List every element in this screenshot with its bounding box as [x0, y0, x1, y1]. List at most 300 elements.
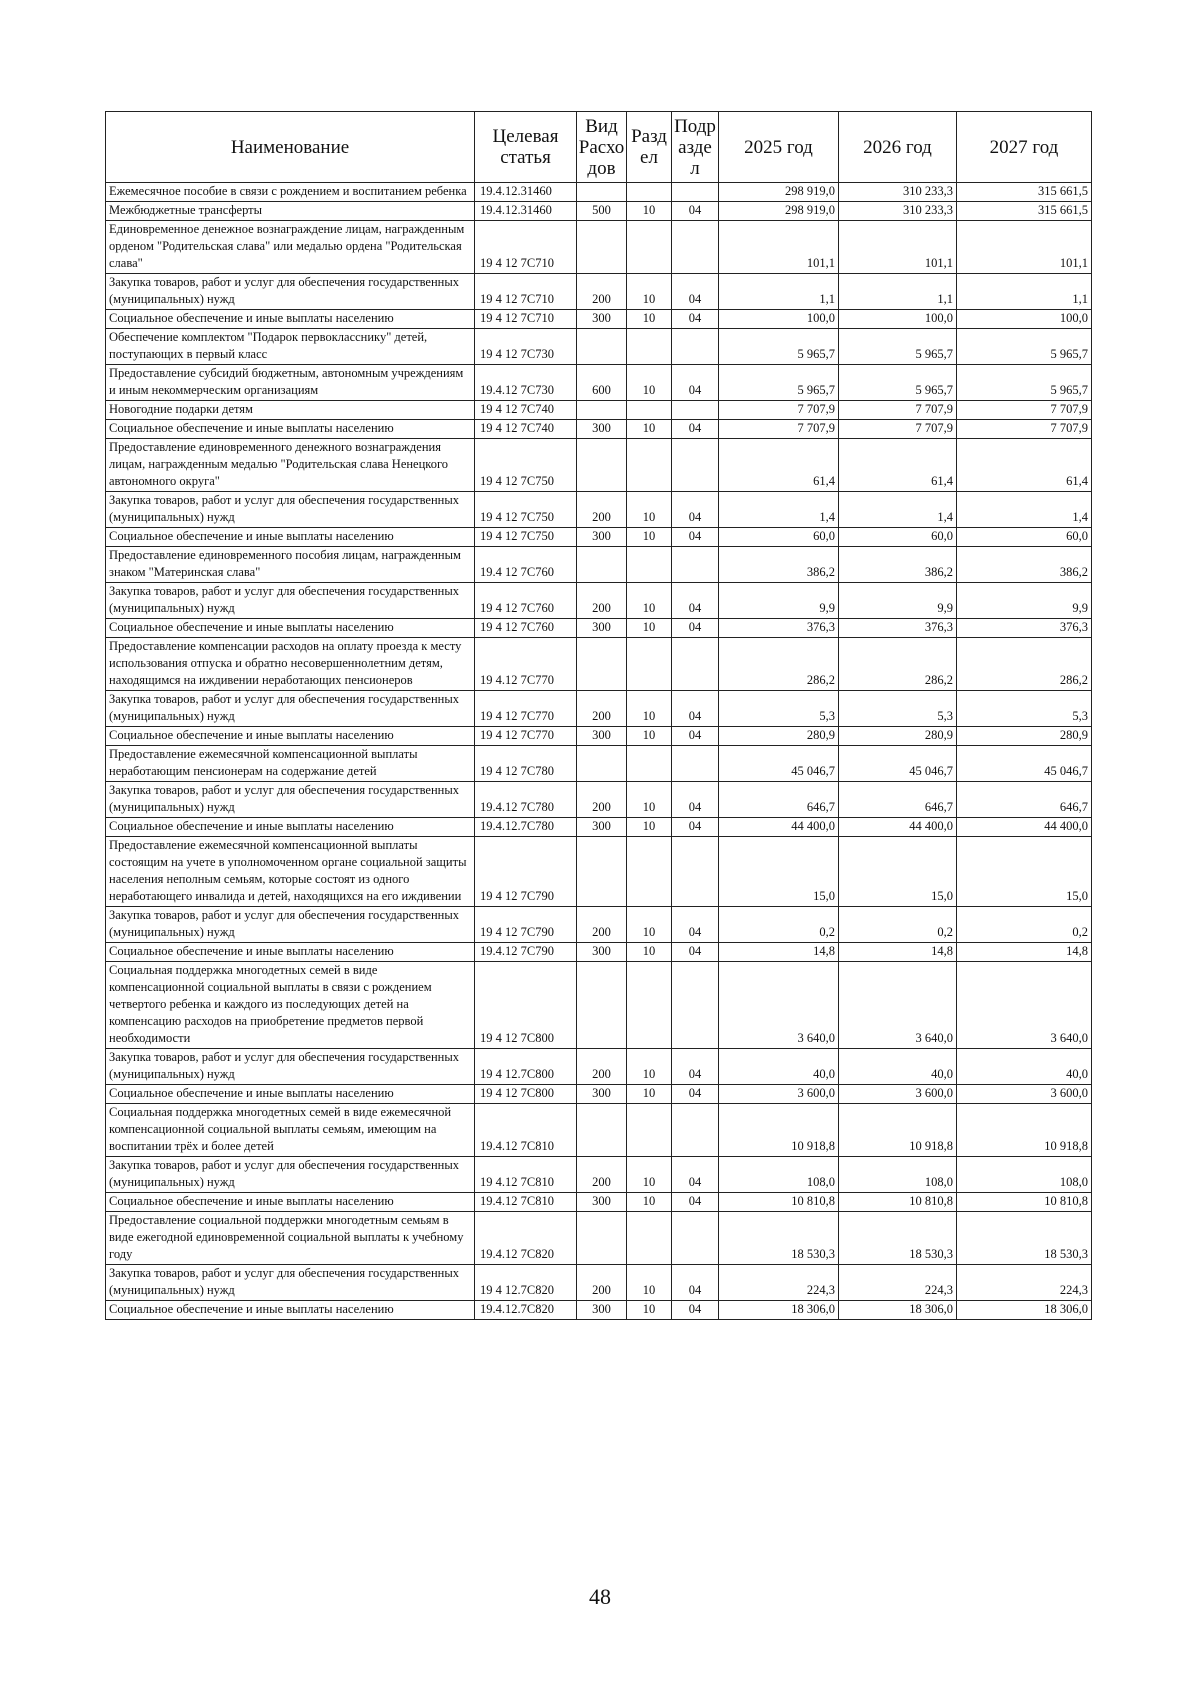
- cell-year-2027: 108,0: [957, 1157, 1092, 1193]
- cell-year-2027: 7 707,9: [957, 420, 1092, 439]
- table-row: [106, 943, 1092, 962]
- cell-expense-kind: [577, 1104, 627, 1157]
- cell-expense-kind: 300: [577, 420, 627, 439]
- cell-section: [627, 329, 672, 365]
- cell-subsection: 04: [672, 619, 719, 638]
- cell-year-2026: 45 046,7: [839, 746, 957, 782]
- cell-year-2026: 15,0: [839, 837, 957, 907]
- cell-year-2027: 7 707,9: [957, 401, 1092, 420]
- cell-year-2027: 10 918,8: [957, 1104, 1092, 1157]
- cell-subsection: 04: [672, 1049, 719, 1085]
- cell-name: Социальная поддержка многодетных семей в виде компенсационной социальной выплаты в связи с рождением четвертого ребенка и каждого из последующих детей на компенсацию расходов на приобретение предметов первой необходимости: [106, 962, 475, 1049]
- cell-expense-kind: 300: [577, 943, 627, 962]
- header-name: Наименование: [106, 112, 475, 183]
- header-target-article: Целевая статья: [475, 112, 577, 183]
- header-year-2026: 2026 год: [839, 112, 957, 183]
- cell-subsection: 04: [672, 727, 719, 746]
- cell-name: Социальное обеспечение и иные выплаты населению: [106, 528, 475, 547]
- cell-year-2026: 646,7: [839, 782, 957, 818]
- cell-section: 10: [627, 1193, 672, 1212]
- table-row: [106, 1157, 1092, 1193]
- cell-subsection: 04: [672, 310, 719, 329]
- cell-subsection: [672, 439, 719, 492]
- cell-year-2027: 15,0: [957, 837, 1092, 907]
- cell-subsection: [672, 1212, 719, 1265]
- cell-subsection: 04: [672, 818, 719, 837]
- table-header-row: [106, 112, 1092, 183]
- cell-subsection: 04: [672, 1193, 719, 1212]
- page-number: 48: [589, 1584, 611, 1609]
- cell-subsection: [672, 183, 719, 202]
- cell-section: [627, 221, 672, 274]
- cell-year-2025: 18 306,0: [719, 1301, 839, 1320]
- table-row: [106, 365, 1092, 401]
- cell-subsection: 04: [672, 943, 719, 962]
- cell-section: 10: [627, 202, 672, 221]
- cell-year-2027: 100,0: [957, 310, 1092, 329]
- cell-year-2026: 310 233,3: [839, 183, 957, 202]
- cell-subsection: 04: [672, 907, 719, 943]
- cell-year-2027: 3 600,0: [957, 1085, 1092, 1104]
- cell-year-2027: 1,1: [957, 274, 1092, 310]
- header-year-2025: 2025 год: [719, 112, 839, 183]
- cell-subsection: 04: [672, 583, 719, 619]
- cell-expense-kind: [577, 638, 627, 691]
- cell-subsection: 04: [672, 365, 719, 401]
- cell-year-2025: 646,7: [719, 782, 839, 818]
- cell-year-2026: 100,0: [839, 310, 957, 329]
- cell-name: Обеспечение комплектом "Подарок первокласснику" детей, поступающих в первый класс: [106, 329, 475, 365]
- cell-section: 10: [627, 1265, 672, 1301]
- cell-subsection: 04: [672, 492, 719, 528]
- cell-subsection: 04: [672, 202, 719, 221]
- cell-year-2026: 1,1: [839, 274, 957, 310]
- cell-target-article: 19.4.12.7С820: [475, 1301, 577, 1320]
- cell-year-2026: 7 707,9: [839, 401, 957, 420]
- cell-year-2026: 18 530,3: [839, 1212, 957, 1265]
- cell-year-2026: 101,1: [839, 221, 957, 274]
- table-row: [106, 329, 1092, 365]
- cell-target-article: 19 4.12 7С770: [475, 638, 577, 691]
- table-row: [106, 221, 1092, 274]
- cell-name: Ежемесячное пособие в связи с рождением и воспитанием ребенка: [106, 183, 475, 202]
- cell-name: Социальное обеспечение и иные выплаты населению: [106, 619, 475, 638]
- cell-year-2027: 5,3: [957, 691, 1092, 727]
- cell-name: Предоставление компенсации расходов на оплату проезда к месту использования отпуска и обратно несовершеннолетним детям, находящимся на иждивении неработающих пенсионеров: [106, 638, 475, 691]
- cell-year-2026: 280,9: [839, 727, 957, 746]
- table-row: [106, 1265, 1092, 1301]
- cell-target-article: 19 4 12 7С710: [475, 274, 577, 310]
- cell-expense-kind: 200: [577, 274, 627, 310]
- cell-year-2025: 10 918,8: [719, 1104, 839, 1157]
- cell-target-article: 19 4 12 7С790: [475, 907, 577, 943]
- cell-section: 10: [627, 782, 672, 818]
- cell-year-2027: 45 046,7: [957, 746, 1092, 782]
- cell-section: 10: [627, 274, 672, 310]
- cell-year-2027: 280,9: [957, 727, 1092, 746]
- cell-section: 10: [627, 727, 672, 746]
- cell-year-2025: 3 640,0: [719, 962, 839, 1049]
- table-row: [106, 638, 1092, 691]
- cell-year-2025: 376,3: [719, 619, 839, 638]
- cell-subsection: 04: [672, 1265, 719, 1301]
- cell-target-article: 19.4 12 7С760: [475, 547, 577, 583]
- cell-section: 10: [627, 907, 672, 943]
- cell-target-article: 19 4 12 7С770: [475, 691, 577, 727]
- cell-expense-kind: [577, 547, 627, 583]
- table-row: [106, 619, 1092, 638]
- cell-name: Закупка товаров, работ и услуг для обеспечения государственных (муниципальных) нужд: [106, 1157, 475, 1193]
- cell-name: Социальное обеспечение и иные выплаты населению: [106, 943, 475, 962]
- table-row: [106, 1212, 1092, 1265]
- cell-section: [627, 1104, 672, 1157]
- cell-section: [627, 746, 672, 782]
- cell-year-2025: 9,9: [719, 583, 839, 619]
- cell-name: Социальное обеспечение и иные выплаты населению: [106, 1193, 475, 1212]
- cell-expense-kind: 200: [577, 691, 627, 727]
- cell-year-2027: 376,3: [957, 619, 1092, 638]
- cell-section: [627, 638, 672, 691]
- cell-year-2026: 376,3: [839, 619, 957, 638]
- cell-subsection: [672, 962, 719, 1049]
- cell-expense-kind: [577, 329, 627, 365]
- table-row: [106, 183, 1092, 202]
- cell-target-article: 19 4 12 7С740: [475, 401, 577, 420]
- cell-year-2027: 0,2: [957, 907, 1092, 943]
- cell-name: Предоставление единовременного денежного вознаграждения лицам, награжденным медалью "Родительская слава Ненецкого автономного округа": [106, 439, 475, 492]
- cell-year-2025: 1,4: [719, 492, 839, 528]
- cell-subsection: [672, 746, 719, 782]
- cell-section: [627, 1212, 672, 1265]
- cell-subsection: 04: [672, 1301, 719, 1320]
- cell-year-2025: 60,0: [719, 528, 839, 547]
- cell-expense-kind: 200: [577, 782, 627, 818]
- cell-year-2026: 9,9: [839, 583, 957, 619]
- cell-target-article: 19.4.12.7С780: [475, 818, 577, 837]
- cell-expense-kind: 200: [577, 583, 627, 619]
- cell-year-2025: 386,2: [719, 547, 839, 583]
- cell-target-article: 19.4.12.31460: [475, 183, 577, 202]
- cell-year-2025: 101,1: [719, 221, 839, 274]
- table-row: [106, 1301, 1092, 1320]
- cell-year-2025: 40,0: [719, 1049, 839, 1085]
- cell-year-2026: 61,4: [839, 439, 957, 492]
- cell-target-article: 19.4.12 7С730: [475, 365, 577, 401]
- cell-expense-kind: 300: [577, 528, 627, 547]
- header-year-2027: 2027 год: [957, 112, 1092, 183]
- cell-section: 10: [627, 420, 672, 439]
- cell-name: Социальное обеспечение и иные выплаты населению: [106, 310, 475, 329]
- table-row: [106, 274, 1092, 310]
- cell-expense-kind: 500: [577, 202, 627, 221]
- cell-section: 10: [627, 1157, 672, 1193]
- cell-year-2027: 5 965,7: [957, 365, 1092, 401]
- cell-subsection: 04: [672, 420, 719, 439]
- cell-section: 10: [627, 365, 672, 401]
- table-row: [106, 691, 1092, 727]
- cell-name: Закупка товаров, работ и услуг для обеспечения государственных (муниципальных) нужд: [106, 492, 475, 528]
- cell-year-2027: 5 965,7: [957, 329, 1092, 365]
- cell-section: 10: [627, 619, 672, 638]
- cell-section: [627, 401, 672, 420]
- cell-expense-kind: [577, 837, 627, 907]
- cell-section: [627, 439, 672, 492]
- cell-year-2025: 18 530,3: [719, 1212, 839, 1265]
- cell-target-article: 19 4 12 7С710: [475, 221, 577, 274]
- cell-year-2025: 100,0: [719, 310, 839, 329]
- table-row: [106, 837, 1092, 907]
- cell-year-2025: 298 919,0: [719, 202, 839, 221]
- cell-expense-kind: [577, 1212, 627, 1265]
- cell-year-2027: 386,2: [957, 547, 1092, 583]
- cell-target-article: 19 4 12 7С800: [475, 962, 577, 1049]
- cell-year-2027: 224,3: [957, 1265, 1092, 1301]
- cell-name: Закупка товаров, работ и услуг для обеспечения государственных (муниципальных) нужд: [106, 274, 475, 310]
- table-row: [106, 547, 1092, 583]
- cell-subsection: 04: [672, 528, 719, 547]
- cell-year-2025: 15,0: [719, 837, 839, 907]
- cell-name: Закупка товаров, работ и услуг для обеспечения государственных (муниципальных) нужд: [106, 782, 475, 818]
- cell-year-2026: 40,0: [839, 1049, 957, 1085]
- cell-name: Новогодние подарки детям: [106, 401, 475, 420]
- cell-year-2027: 286,2: [957, 638, 1092, 691]
- cell-section: 10: [627, 1085, 672, 1104]
- cell-year-2025: 280,9: [719, 727, 839, 746]
- table-row: [106, 420, 1092, 439]
- cell-subsection: [672, 329, 719, 365]
- cell-expense-kind: [577, 221, 627, 274]
- table-row: [106, 1085, 1092, 1104]
- cell-name: Предоставление субсидий бюджетным, автономным учреждениям и иным некоммерческим организациям: [106, 365, 475, 401]
- cell-name: Социальное обеспечение и иные выплаты населению: [106, 1085, 475, 1104]
- cell-expense-kind: 200: [577, 1157, 627, 1193]
- cell-target-article: 19.4.12 7С820: [475, 1212, 577, 1265]
- cell-subsection: [672, 401, 719, 420]
- cell-year-2025: 5 965,7: [719, 365, 839, 401]
- cell-section: 10: [627, 1049, 672, 1085]
- cell-section: [627, 547, 672, 583]
- cell-target-article: 19.4.12 7С790: [475, 943, 577, 962]
- cell-subsection: 04: [672, 691, 719, 727]
- cell-name: Единовременное денежное вознаграждение лицам, награжденным орденом "Родительская слава" или медалью ордена "Родительская слава": [106, 221, 475, 274]
- cell-expense-kind: 600: [577, 365, 627, 401]
- cell-year-2026: 7 707,9: [839, 420, 957, 439]
- cell-expense-kind: 300: [577, 619, 627, 638]
- header-subsection: Подр азде л: [672, 112, 719, 183]
- cell-target-article: 19 4 12.7С820: [475, 1265, 577, 1301]
- cell-expense-kind: 300: [577, 1085, 627, 1104]
- cell-year-2027: 44 400,0: [957, 818, 1092, 837]
- cell-year-2026: 3 600,0: [839, 1085, 957, 1104]
- cell-name: Закупка товаров, работ и услуг для обеспечения государственных (муниципальных) нужд: [106, 583, 475, 619]
- cell-year-2025: 61,4: [719, 439, 839, 492]
- cell-target-article: 19 4 12 7С740: [475, 420, 577, 439]
- cell-year-2026: 5 965,7: [839, 329, 957, 365]
- cell-year-2025: 0,2: [719, 907, 839, 943]
- cell-target-article: 19 4.12 7С810: [475, 1157, 577, 1193]
- cell-year-2025: 1,1: [719, 274, 839, 310]
- cell-year-2026: 3 640,0: [839, 962, 957, 1049]
- table-row: [106, 782, 1092, 818]
- table-row: [106, 583, 1092, 619]
- cell-section: 10: [627, 818, 672, 837]
- cell-expense-kind: 300: [577, 1193, 627, 1212]
- cell-section: 10: [627, 528, 672, 547]
- cell-year-2027: 18 306,0: [957, 1301, 1092, 1320]
- cell-year-2027: 9,9: [957, 583, 1092, 619]
- cell-section: 10: [627, 583, 672, 619]
- cell-target-article: 19 4 12 7С770: [475, 727, 577, 746]
- cell-expense-kind: 200: [577, 907, 627, 943]
- cell-name: Межбюджетные трансферты: [106, 202, 475, 221]
- cell-year-2026: 5,3: [839, 691, 957, 727]
- cell-target-article: 19 4 12 7С760: [475, 583, 577, 619]
- cell-year-2025: 7 707,9: [719, 420, 839, 439]
- cell-year-2025: 286,2: [719, 638, 839, 691]
- cell-subsection: 04: [672, 1157, 719, 1193]
- cell-year-2025: 5 965,7: [719, 329, 839, 365]
- cell-name: Предоставление ежемесячной компенсационной выплаты неработающим пенсионерам на содержание детей: [106, 746, 475, 782]
- cell-year-2026: 286,2: [839, 638, 957, 691]
- cell-year-2026: 1,4: [839, 492, 957, 528]
- cell-year-2025: 14,8: [719, 943, 839, 962]
- cell-name: Предоставление социальной поддержки многодетным семьям в виде ежегодной единовременной социальной выплаты к учебному году: [106, 1212, 475, 1265]
- cell-name: Закупка товаров, работ и услуг для обеспечения государственных (муниципальных) нужд: [106, 1049, 475, 1085]
- cell-name: Закупка товаров, работ и услуг для обеспечения государственных (муниципальных) нужд: [106, 907, 475, 943]
- table-row: [106, 818, 1092, 837]
- cell-section: 10: [627, 691, 672, 727]
- cell-target-article: 19 4 12 7С750: [475, 528, 577, 547]
- cell-name: Социальное обеспечение и иные выплаты населению: [106, 727, 475, 746]
- cell-name: Социальное обеспечение и иные выплаты населению: [106, 420, 475, 439]
- cell-year-2027: 646,7: [957, 782, 1092, 818]
- cell-name: Закупка товаров, работ и услуг для обеспечения государственных (муниципальных) нужд: [106, 1265, 475, 1301]
- cell-subsection: [672, 1104, 719, 1157]
- cell-expense-kind: [577, 401, 627, 420]
- table-row: [106, 202, 1092, 221]
- cell-section: 10: [627, 1301, 672, 1320]
- cell-expense-kind: 300: [577, 310, 627, 329]
- cell-name: Предоставление единовременного пособия лицам, награжденным знаком "Материнская слава": [106, 547, 475, 583]
- cell-target-article: 19.4.12 7С810: [475, 1104, 577, 1157]
- cell-target-article: 19 4 12 7С800: [475, 1085, 577, 1104]
- cell-expense-kind: [577, 439, 627, 492]
- cell-target-article: 19 4 12 7С710: [475, 310, 577, 329]
- table-row: [106, 439, 1092, 492]
- cell-name: Социальная поддержка многодетных семей в виде ежемесячной компенсационной социальной выплаты семьям, имеющим на воспитании трёх и более детей: [106, 1104, 475, 1157]
- cell-year-2025: 10 810,8: [719, 1193, 839, 1212]
- cell-year-2025: 224,3: [719, 1265, 839, 1301]
- cell-year-2025: 298 919,0: [719, 183, 839, 202]
- cell-target-article: 19 4 12 7С730: [475, 329, 577, 365]
- cell-section: [627, 183, 672, 202]
- table-row: [106, 528, 1092, 547]
- cell-section: [627, 837, 672, 907]
- cell-expense-kind: 200: [577, 1049, 627, 1085]
- header-section: Разд ел: [627, 112, 672, 183]
- cell-expense-kind: 200: [577, 492, 627, 528]
- cell-year-2026: 18 306,0: [839, 1301, 957, 1320]
- table-row: [106, 746, 1092, 782]
- cell-target-article: 19.4.12 7С780: [475, 782, 577, 818]
- header-expense-kind: Вид Расхо дов: [577, 112, 627, 183]
- cell-target-article: 19.4.12.31460: [475, 202, 577, 221]
- table-row: [106, 1104, 1092, 1157]
- cell-subsection: [672, 221, 719, 274]
- cell-name: Социальное обеспечение и иные выплаты населению: [106, 818, 475, 837]
- cell-subsection: [672, 638, 719, 691]
- cell-subsection: 04: [672, 274, 719, 310]
- cell-section: 10: [627, 492, 672, 528]
- table-row: [106, 310, 1092, 329]
- cell-section: 10: [627, 943, 672, 962]
- cell-year-2026: 14,8: [839, 943, 957, 962]
- budget-table: [105, 111, 1092, 1320]
- cell-subsection: 04: [672, 1085, 719, 1104]
- cell-year-2027: 101,1: [957, 221, 1092, 274]
- cell-year-2026: 108,0: [839, 1157, 957, 1193]
- cell-year-2025: 108,0: [719, 1157, 839, 1193]
- cell-subsection: [672, 837, 719, 907]
- table-row: [106, 727, 1092, 746]
- cell-year-2027: 40,0: [957, 1049, 1092, 1085]
- cell-expense-kind: [577, 183, 627, 202]
- cell-year-2025: 44 400,0: [719, 818, 839, 837]
- cell-expense-kind: 300: [577, 1301, 627, 1320]
- cell-year-2027: 315 661,5: [957, 183, 1092, 202]
- cell-expense-kind: 200: [577, 1265, 627, 1301]
- cell-year-2027: 10 810,8: [957, 1193, 1092, 1212]
- table-row: [106, 401, 1092, 420]
- cell-expense-kind: [577, 962, 627, 1049]
- cell-expense-kind: 300: [577, 818, 627, 837]
- cell-target-article: 19 4 12 7С760: [475, 619, 577, 638]
- cell-year-2025: 5,3: [719, 691, 839, 727]
- cell-target-article: 19.4.12 7С810: [475, 1193, 577, 1212]
- cell-year-2027: 60,0: [957, 528, 1092, 547]
- cell-year-2026: 5 965,7: [839, 365, 957, 401]
- table-row: [106, 492, 1092, 528]
- table-row: [106, 962, 1092, 1049]
- cell-year-2027: 14,8: [957, 943, 1092, 962]
- cell-section: 10: [627, 310, 672, 329]
- cell-year-2026: 60,0: [839, 528, 957, 547]
- table-row: [106, 1049, 1092, 1085]
- cell-target-article: 19 4 12 7С790: [475, 837, 577, 907]
- table-body: [106, 183, 1092, 1320]
- cell-name: Предоставление ежемесячной компенсационной выплаты состоящим на учете в уполномоченном органе социальной защиты населения неполным семьям, которые состоят из одного неработающего инвалида и детей, находящихся на его иждивении: [106, 837, 475, 907]
- table-row: [106, 1193, 1092, 1212]
- cell-year-2027: 315 661,5: [957, 202, 1092, 221]
- cell-target-article: 19 4 12 7С750: [475, 492, 577, 528]
- cell-year-2027: 18 530,3: [957, 1212, 1092, 1265]
- cell-subsection: 04: [672, 782, 719, 818]
- table-row: [106, 907, 1092, 943]
- cell-year-2026: 224,3: [839, 1265, 957, 1301]
- cell-year-2026: 10 918,8: [839, 1104, 957, 1157]
- cell-year-2025: 7 707,9: [719, 401, 839, 420]
- cell-expense-kind: [577, 746, 627, 782]
- cell-year-2027: 3 640,0: [957, 962, 1092, 1049]
- cell-year-2025: 45 046,7: [719, 746, 839, 782]
- cell-section: [627, 962, 672, 1049]
- cell-year-2027: 1,4: [957, 492, 1092, 528]
- cell-target-article: 19 4 12 7С780: [475, 746, 577, 782]
- cell-year-2026: 0,2: [839, 907, 957, 943]
- cell-name: Закупка товаров, работ и услуг для обеспечения государственных (муниципальных) нужд: [106, 691, 475, 727]
- cell-target-article: 19 4 12.7С800: [475, 1049, 577, 1085]
- cell-year-2027: 61,4: [957, 439, 1092, 492]
